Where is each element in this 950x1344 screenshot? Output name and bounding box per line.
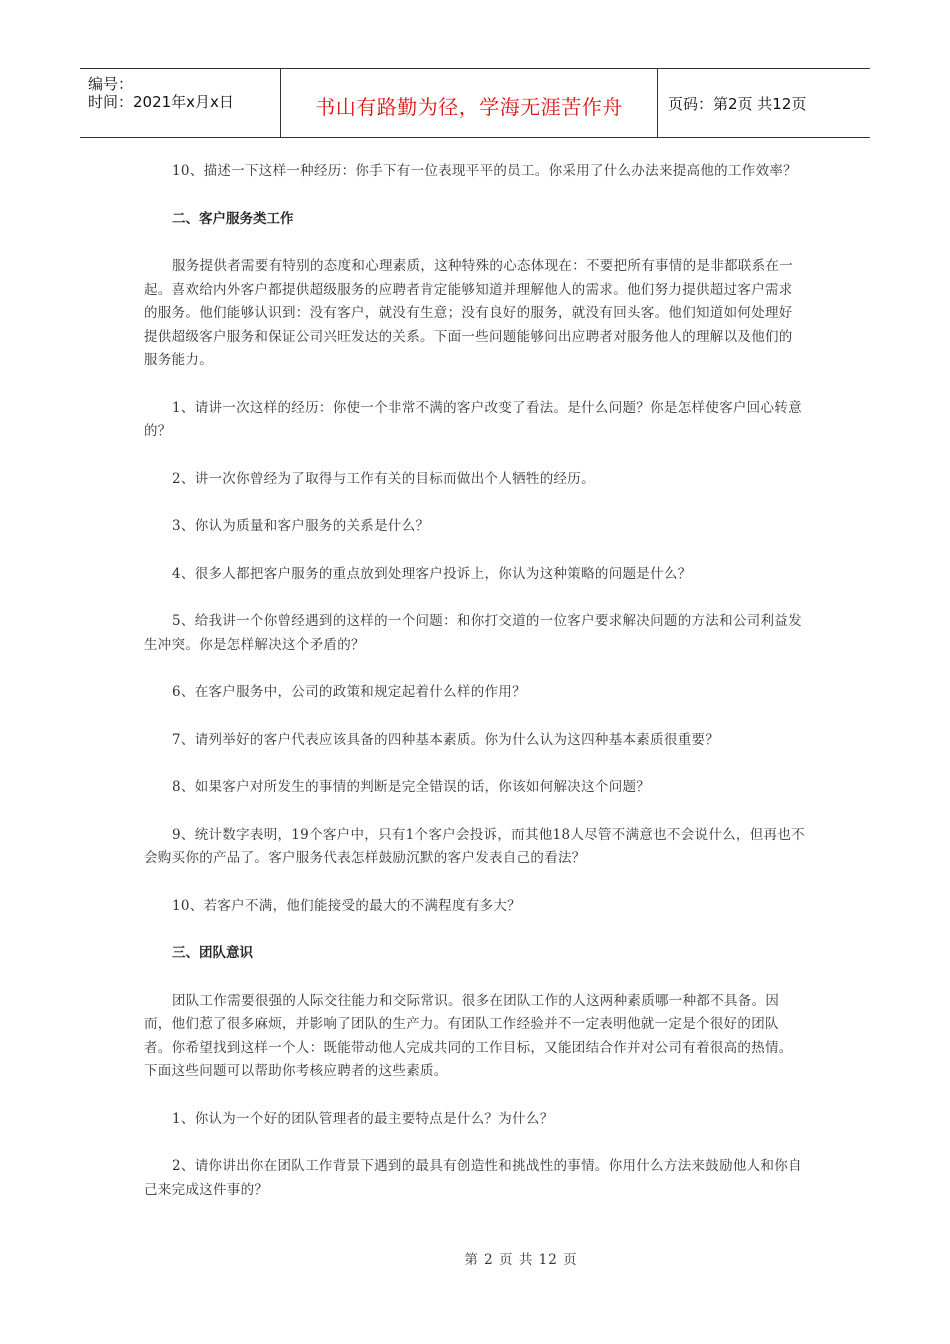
body-paragraph: 2、请你讲出你在团队工作背景下遇到的最具有创造性和挑战性的事情。你用什么方法来鼓励他人和你自己来完成这件事的？ — [144, 1158, 802, 1198]
header-page-cell — [658, 69, 870, 137]
body-paragraph: 团队工作需要很强的人际交往能力和交际常识。很多在团队工作的人这两种素质哪一种都不具备。因而，他们惹了很多麻烦，并影响了团队的生产力。有团队工作经验并不一定表明他就一定是个很好的团队者。你希望找到这样一个人：既能带动他人完成共同的工作目标，又能团结合作并对公司有着很高的热情。下面这些问题可以帮助你考核应聘者的这些素质。 — [144, 992, 793, 1079]
document-date-label: 时间：2021年x月x日 — [88, 93, 234, 111]
header-motto-cell — [281, 69, 658, 137]
body-paragraph: 1、请讲一次这样的经历：你使一个非常不满的客户改变了看法。是什么问题？你是怎样使客户回心转意的？ — [144, 399, 802, 439]
section-heading: 三、团队意识 — [172, 945, 253, 961]
body-paragraph: 4、很多人都把客户服务的重点放到处理客户投诉上，你认为这种策略的问题是什么？ — [172, 565, 692, 582]
document-body — [144, 160, 806, 1226]
document-number-label: 编号： — [88, 75, 134, 93]
body-paragraph: 服务提供者需要有特别的态度和心理素质，这种特殊的心态体现在：不要把所有事情的是非都联系在一起。喜欢给内外客户都提供超级服务的应聘者肯定能够知道并理解他人的需求。他们努力提供超过客户需求的服务。他们能够认识到：没有客户，就没有生意；没有良好的服务，就没有回头客。他们知道如何处理好提供超级客户服务和保证公司兴旺发达的关系。下面一些问题能够问出应聘者对服务他人的理解以及他们的服务能力。 — [144, 258, 793, 368]
body-paragraph: 3、你认为质量和客户服务的关系是什么？ — [172, 518, 430, 534]
body-paragraph: 6、在客户服务中，公司的政策和规定起着什么样的作用？ — [172, 684, 526, 700]
header-page-info: 页码：第2页 共12页 — [668, 95, 807, 113]
body-paragraph: 7、请列举好的客户代表应该具备的四种基本素质。你为什么认为这四种基本素质很重要？ — [172, 731, 720, 748]
header-left-cell — [80, 69, 281, 137]
body-paragraph: 10、若客户不满，他们能接受的最大的不满程度有多大？ — [172, 897, 521, 914]
body-paragraph: 10、描述一下这样一种经历：你手下有一位表现平平的员工。你采用了什么办法来提高他的工作效率？ — [172, 163, 797, 179]
body-paragraph: 1、你认为一个好的团队管理者的最主要特点是什么？为什么？ — [172, 1110, 554, 1127]
body-paragraph: 9、统计数字表明，19个客户中，只有1个客户会投诉，而其他18人尽管不满意也不会说什么，但再也不会购买你的产品了。客户服务代表怎样鼓励沉默的客户发表自己的看法？ — [144, 826, 805, 866]
section-heading: 二、客户服务类工作 — [172, 210, 294, 227]
header-motto: 书山有路勤为径，学海无涯苦作舟 — [315, 95, 623, 119]
body-paragraph: 8、如果客户对所发生的事情的判断是完全错误的话，你该如何解决这个问题？ — [172, 779, 651, 795]
page-header — [80, 68, 870, 138]
page-footer: 第 2 页 共 12 页 — [464, 1252, 578, 1268]
body-paragraph: 2、讲一次你曾经为了取得与工作有关的目标而做出个人牺牲的经历。 — [172, 470, 595, 487]
body-paragraph: 5、给我讲一个你曾经遇到的这样的一个问题：和你打交道的一位客户要求解决问题的方法和公司利益发生冲突。你是怎样解决这个矛盾的？ — [144, 613, 802, 653]
